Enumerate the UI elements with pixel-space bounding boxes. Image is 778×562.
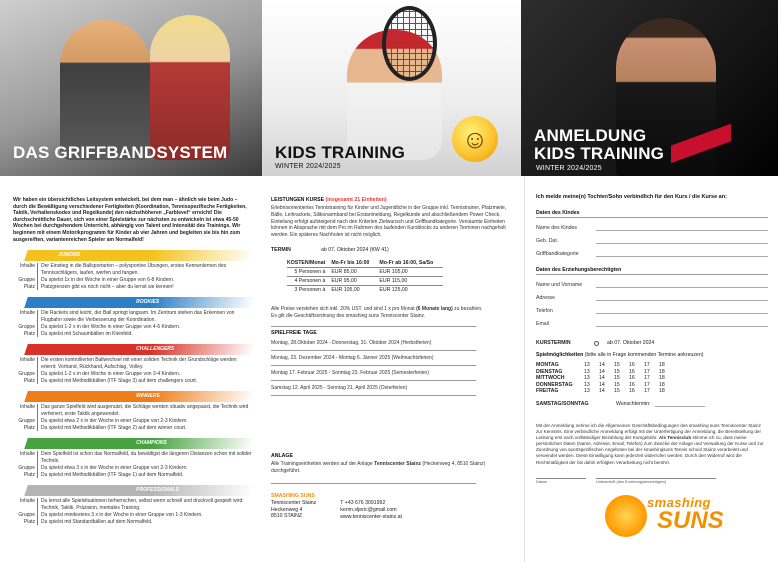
anlage-text-1: Alle Trainingseinheiten werden auf der Anlage	[271, 461, 373, 468]
kind-section-label: Daten des Kindes	[536, 210, 768, 218]
termin-label: TERMIN	[271, 246, 291, 253]
legal-1: Mit der Anmeldung nehme ich die Allgemeinen Geschäftsbedingungen des smashing suns Tenniscenter Stainz zur Kenntnis. Eine verbindliche Anmeldung erfolgt mit der Unterfertigung der Anmeldung, die Bereitstellung der Leistung erst nach vollständiger Bezahlung der Kursgebühr.	[536, 422, 761, 440]
time-slot-option[interactable]: 13	[584, 381, 590, 388]
shocked-emoji-icon: ☺	[452, 116, 498, 162]
subtitle-anmeldung-winter: WINTER 2024/2025	[536, 165, 602, 172]
eltern-field-row	[536, 321, 768, 327]
day-name: FREITAG	[536, 388, 559, 394]
spielfrei-list	[271, 336, 514, 396]
level-band	[24, 344, 256, 355]
anlage-bold: Tenniscenter Stainz	[374, 461, 422, 468]
level-inhalte-value: Du lernst alle Spielsituationen beherrschen, selbst wenn schnell und druckvoll gespielt wird: Technik, Taktik, Präzision, mentales Training.	[37, 498, 252, 512]
sign-date-field[interactable]: Datum	[536, 478, 586, 484]
level-band	[24, 485, 256, 496]
level-name: JUNIORS	[58, 252, 81, 259]
level-inhalte-row	[13, 263, 252, 277]
time-slot-option[interactable]: 17	[644, 368, 650, 375]
time-slot-option[interactable]: 14	[599, 381, 605, 388]
section-leistungen	[271, 197, 514, 203]
footer-website[interactable]: www.tenniscenter-stainz.at	[340, 513, 402, 520]
level-inhalte-row	[13, 404, 252, 418]
intro-text: Wir haben ein übersichtliches Leitsystem entwickelt, bei dem man – ähnlich wie beim Judo – durch die Bewältigung verschiedener Fertigkeiten (Koordination, Tennisspezifische Fertigkeiten, Taktik, Verhaltenskodex und Regelkunde) den nächsthöheren „Farblevel“ erreicht! Die durchschnittliche Dauer, sich von einer Spielstärke zur nächsten zu entwickeln ist etwa 45-50 Wochen bei durchgehendem Unterricht, abhängig von Talent und Intensität des Trainings. Wir beginnen mit einem Motorikprogramm für Kinder ab vier Jahren und begleiten sie bis hin zum ausgereiften, variantenreichen Spieler am Normalfeld!	[13, 197, 247, 243]
level-name: WINNERS	[136, 393, 160, 400]
kind-field-input[interactable]	[596, 251, 768, 257]
level-platz-row	[13, 331, 252, 338]
level-platz-value: Du spielst mit Methodikbällen (ITF Stage 1) auf dem Normalfeld.	[37, 472, 252, 479]
notes-text-3: Es gilt die Geschäftsordnung des smashing suns Tenniscenter Stainz.	[271, 312, 426, 319]
level-platz-value: Platzgrenzen gibt es noch nicht – aber du lernst sie kennen!	[37, 284, 252, 291]
smashing-suns-logo	[605, 490, 745, 542]
level-gruppe-row	[13, 324, 252, 331]
eltern-field-input[interactable]	[596, 295, 768, 301]
level-platz-label: Platz	[23, 518, 35, 525]
footer-address	[271, 493, 316, 520]
price-header: KOSTEN/Monat	[287, 259, 326, 266]
eltern-field-input[interactable]	[596, 321, 768, 327]
photo-boy	[60, 20, 150, 160]
kind-field-input[interactable]	[596, 225, 768, 231]
price-header: Mo-Fr ab 16:00, Sa/So	[379, 259, 434, 266]
kind-fields	[536, 225, 768, 257]
red-stripe-decor	[671, 110, 731, 176]
level-band	[24, 250, 256, 261]
eltern-field-input[interactable]	[596, 282, 768, 288]
level-inhalte-value: Die ersten kontrollierten Ballwechsel mit einer soliden Technik der Grundschläge werden erlernt: Vorhand, Rückhand, Aufschlag, Volley.	[37, 357, 252, 371]
subtitle-winter: WINTER 2024/2025	[275, 163, 341, 170]
level-platz-value: Du spielst mit Schaumbällen im Kleinfeld.	[37, 331, 252, 338]
level-inhalte-label: Inhalte	[19, 357, 35, 364]
eltern-fields	[536, 282, 768, 327]
eltern-field-input[interactable]	[596, 308, 768, 314]
level-winners	[13, 391, 252, 431]
eltern-field-label: Telefon	[536, 308, 553, 314]
time-slot-option[interactable]: 15	[614, 381, 620, 388]
price-row	[287, 276, 443, 285]
level-name: PROFESSIONALS	[136, 487, 179, 494]
legal-2: stimme ich zu, dass meine persönlichen Daten (Name, Adresse, Email, Telefon) zum Zwecke der Anlage und Verwaltung der Kurse und zur Zuordnung von sportspezifischen Angeboten bei der smashingsuns Tennis school Stainz verarbeitet und verwendet werden. Diese Einwilligung kann jederzeit widerrufen werden. Durch den Widerruf wird die Rechtmäßigkeit der bis dahin erfolgten Verarbeitung nicht berührt.	[536, 434, 764, 465]
level-inhalte-value: Das ganze Spielfeld wird ausgenutzt, die Schläge werden situativ angepasst, die Technik wird verfeinert, erste Taktik angewendet.	[37, 404, 252, 418]
weekend-label: SAMSTAG/SONNTAG	[536, 400, 589, 407]
signature-row	[536, 478, 768, 484]
column-kids-training	[262, 176, 524, 562]
time-slot-option[interactable]: 18	[659, 388, 665, 394]
level-platz-row	[13, 284, 252, 291]
column-griffband	[0, 176, 262, 562]
price-table	[287, 260, 443, 294]
kurstermin-value: ab 07. Oktober 2024	[607, 340, 655, 346]
time-slot-option[interactable]: 15	[614, 375, 620, 381]
level-details	[13, 263, 252, 290]
leistungen-label: LEISTUNGEN KURSE	[271, 197, 325, 203]
anlage-label: ANLAGE	[271, 453, 293, 460]
level-inhalte-label: Inhalte	[19, 404, 35, 411]
notes-text: Alle Preise verstehen sich inkl. 20% UST. und sind 1 x pro Monat	[271, 305, 415, 312]
level-platz-label: Platz	[23, 471, 35, 478]
spiel-label-row	[536, 352, 768, 358]
eltern-field-row	[536, 295, 768, 301]
weekend-row	[536, 401, 768, 407]
level-inhalte-value: Der Einstieg in die Ballsportarten – polysportive Übungen, erstes Kennenlernen des Tennisschlägers, laufen, werfen und fangen.	[37, 263, 252, 277]
eltern-field-label: Adresse	[536, 295, 556, 301]
time-slot-option[interactable]: 18	[659, 362, 665, 368]
title-anmeldung: ANMELDUNG	[534, 126, 647, 145]
time-slot-option[interactable]: 16	[629, 375, 635, 381]
level-band	[24, 297, 256, 308]
photo-girl	[150, 15, 230, 160]
spielfrei-item: Samstag 12. April 2025 - Sonntag 21. April 2025 (Osterferien)	[271, 381, 476, 396]
level-name: CHAMPIONS	[136, 440, 167, 447]
footer-addr1: Tenniscenter Stainz	[271, 499, 317, 506]
eltern-field-row	[536, 308, 768, 314]
price-cell: EUR 85,00	[331, 267, 379, 276]
day-name: MONTAG	[536, 362, 559, 368]
time-slot-option[interactable]: 16	[629, 388, 635, 394]
level-details	[13, 357, 252, 384]
kind-field-label: Name des Kindes	[536, 225, 577, 231]
day-row-freitag	[536, 388, 768, 395]
time-slot-option[interactable]: 15	[614, 388, 620, 394]
time-slot-option[interactable]: 18	[659, 368, 665, 375]
level-gruppe-row	[13, 277, 252, 284]
footer-addr3: 8510 STAINZ	[271, 513, 303, 520]
level-inhalte-row	[13, 310, 252, 324]
level-inhalte-label: Inhalte	[19, 451, 35, 458]
legal-text	[536, 423, 768, 466]
price-cell: EUR 95,00	[331, 276, 379, 285]
kind-field-input[interactable]	[596, 238, 768, 244]
level-gruppe-row	[13, 512, 252, 519]
level-platz-label: Platz	[23, 424, 35, 431]
eltern-field-label: Email	[536, 321, 549, 327]
time-slot-option[interactable]: 13	[584, 388, 590, 394]
level-platz-label: Platz	[23, 330, 35, 337]
time-slot-option[interactable]: 16	[629, 381, 635, 388]
level-gruppe-label: Gruppe	[18, 370, 35, 377]
level-inhalte-label: Inhalte	[19, 498, 35, 505]
level-platz-row	[13, 425, 252, 432]
level-platz-value: Du spielst mit Standardbällen auf dem Normalfeld.	[37, 519, 252, 526]
wunschtermin-input[interactable]	[655, 401, 705, 407]
eltern-field-row	[536, 282, 768, 288]
level-details	[13, 451, 252, 478]
day-name: DIENSTAG	[536, 368, 563, 375]
level-gruppe-label: Gruppe	[18, 464, 35, 471]
title-anmeldung-kids: KIDS TRAINING	[534, 144, 665, 163]
time-slot-option[interactable]: 17	[644, 381, 650, 388]
kind-field-row	[536, 251, 768, 257]
time-slot-option[interactable]: 13	[584, 362, 590, 368]
price-header: Mo-Fr bis 16:00	[331, 259, 370, 266]
footer-contact	[340, 493, 402, 520]
kurstermin-label: KURSTERMIN	[536, 340, 571, 346]
time-slot-option[interactable]: 15	[614, 362, 620, 368]
title-kids-training: KIDS TRAINING	[275, 143, 406, 162]
time-slot-option[interactable]: 16	[629, 362, 635, 368]
level-inhalte-value: Dein Spielfeld ist schon das Normalfeld, du bewältigst die längeren Distanzen schon mit solider Technik.	[37, 451, 252, 465]
price-cell: 3 Personen à	[287, 285, 331, 294]
level-name: CHALLENGERS	[136, 346, 175, 353]
time-slot-option[interactable]: 14	[599, 368, 605, 375]
kind-field-label: Griffbandkategorie	[536, 251, 579, 257]
price-row	[287, 267, 443, 276]
time-slot-option[interactable]: 15	[614, 368, 620, 375]
level-rookies	[13, 297, 252, 337]
price-header-row	[287, 260, 443, 268]
day-name: MITTWOCH	[536, 375, 565, 381]
kind-field-row	[536, 238, 768, 244]
level-gruppe-value: Du spielst 1x in der Woche in einer Gruppe von 6-8 Kindern.	[37, 277, 252, 284]
level-details	[13, 404, 252, 431]
level-gruppe-value: Du spielst etwa 3 x in der Woche in einer Gruppe von 2-3 Kindern.	[37, 465, 252, 472]
time-slot-option[interactable]: 16	[629, 368, 635, 375]
level-platz-row	[13, 378, 252, 385]
time-slot-option[interactable]: 13	[584, 375, 590, 381]
time-slot-option[interactable]: 18	[659, 381, 665, 388]
level-gruppe-value: Du spielst etwa 2 x in der Woche in einer Gruppe von 2-3 Kindern.	[37, 418, 252, 425]
price-body	[287, 267, 443, 294]
time-slot-option[interactable]: 14	[599, 388, 605, 394]
level-inhalte-row	[13, 451, 252, 465]
kurstermin-row	[536, 340, 768, 346]
level-band	[24, 391, 256, 402]
sign-signature-field[interactable]: Unterschrift (des Erziehungsberechtigten)	[596, 478, 716, 484]
leistungen-text: Erlebnisorientiertes Tennistraining für Kinder und Jugendliche in der Gruppe inkl. Tennistrainer, Platzmiete, Bälle, Leihrackets, Silikonarmband bei Erstanmeldung, Regelkunde und abschließendem Power Check. Einteilung erfolgt aufsteigend nach den Kriterien Zielwunsch und Griffbandkategorie. Versäumte Einheiten können in Absprache mit dem Pro im Rahmen des laufenden Kursblocks zu anderen Terminen nachgeholt werden. Ein späteres Nachholen ist nicht möglich.	[271, 205, 507, 238]
logo-word-2: SUNS	[657, 507, 724, 534]
level-platz-row	[13, 472, 252, 479]
price-cell: EUR 105,00	[331, 285, 379, 294]
sun-icon	[605, 495, 647, 537]
level-details	[13, 310, 252, 337]
level-list	[13, 250, 252, 525]
notes-text-2: zu bezahlen.	[454, 305, 483, 312]
level-inhalte-label: Inhalte	[19, 310, 35, 317]
level-inhalte-row	[13, 498, 252, 512]
level-band	[24, 438, 256, 449]
level-gruppe-row	[13, 418, 252, 425]
level-gruppe-value: Du spielst 1-2 x in der Woche in einer Gruppe von 3-4 Kindern.	[37, 371, 252, 378]
level-professionals	[13, 485, 252, 525]
wunschtermin-label: Wunschtermin:	[616, 400, 651, 407]
legal-bold: Als Tennisclub	[658, 434, 692, 440]
footer-phone[interactable]: T +43 676 3091992	[340, 500, 386, 506]
price-cell: 5 Personen à	[287, 267, 331, 276]
leistungen-highlight: (insgesamt 21 Einheiten)	[325, 197, 387, 203]
spielfrei-item: Montag 17. Februar 2025 - Sonntag 23. Februar 2025 (Semesterferien)	[271, 366, 476, 381]
form-heading: Ich melde meine(n) Tochter/Sohn verbindlich für den Kurs / die Kurse an:	[536, 194, 727, 200]
level-name: ROOKIES	[136, 299, 160, 306]
spielfrei-item: Montag, 28.Oktober 2024 - Donnerstag, 31. Oktober 2024 (Herbstferien)	[271, 336, 476, 351]
day-name: DONNERSTAG	[536, 381, 573, 388]
contact-footer	[271, 493, 402, 520]
kind-field-row	[536, 225, 768, 231]
tennis-racket-icon	[382, 6, 437, 81]
price-cell: EUR 105,00	[379, 267, 443, 276]
price-cell: 4 Personen à	[287, 276, 331, 285]
level-gruppe-value: Du spielst mindestens 3 x in der Woche in einer Gruppe von 1-3 Kindern.	[37, 512, 252, 519]
termin-row	[271, 247, 514, 253]
footer-addr2: Heckenweg 4	[271, 506, 303, 513]
level-gruppe-row	[13, 465, 252, 472]
notes-bold: (6 Monate lang)	[416, 305, 453, 312]
spiel-note: (bitte alle in Frage kommenden Termine ankreuzen)	[584, 352, 704, 358]
spielfrei-item: Montag, 23. Dezember 2024 - Montag 6. Jänner 2025 (Weihnachtsferien)	[271, 351, 476, 366]
time-slot-option[interactable]: 14	[599, 362, 605, 368]
level-inhalte-label: Inhalte	[19, 263, 35, 270]
time-slot-option[interactable]: 14	[599, 375, 605, 381]
kurstermin-radio[interactable]	[594, 341, 599, 346]
level-gruppe-row	[13, 371, 252, 378]
time-slot-option[interactable]: 17	[644, 375, 650, 381]
level-inhalte-value: Die Rackets sind leicht, der Ball springt langsam. Im Zentrum stehen das Erkennen von Flugbahn sowie die Verbesserung der Koordination.	[37, 310, 252, 324]
level-gruppe-value: Du spielst 1-2 x in der Woche in einer Gruppe von 4-6 Kindern.	[37, 324, 252, 331]
level-platz-value: Du spielst mit Methodikbällen (ITF Stage 2) auf dem winner court.	[37, 425, 252, 432]
price-notes	[271, 306, 514, 320]
anlage-text	[271, 461, 514, 475]
time-slot-option[interactable]: 17	[644, 388, 650, 394]
logo-word-1: smashing	[647, 495, 711, 510]
price-cell: EUR 115,00	[379, 276, 443, 285]
divider	[271, 326, 476, 327]
day-times	[584, 388, 674, 395]
termin-value: ab 07. Oktober 2024 (KW 41)	[321, 246, 389, 253]
level-gruppe-label: Gruppe	[18, 323, 35, 330]
day-time-grid	[536, 362, 768, 395]
eltern-field-label: Name und Vorname	[536, 282, 583, 288]
level-challengers	[13, 344, 252, 384]
level-juniors	[13, 250, 252, 290]
level-details	[13, 498, 252, 525]
level-inhalte-row	[13, 357, 252, 371]
spielfrei-label: SPIELFREIE TAGE	[271, 330, 317, 337]
time-slot-option[interactable]: 17	[644, 362, 650, 368]
footer-email[interactable]: kerim.sljeric@gmail.com	[340, 506, 397, 513]
level-gruppe-label: Gruppe	[18, 417, 35, 424]
level-platz-label: Platz	[23, 283, 35, 290]
level-platz-row	[13, 519, 252, 526]
time-slot-option[interactable]: 18	[659, 375, 665, 381]
level-champions	[13, 438, 252, 478]
title-griffbandsystem: DAS GRIFFBANDSYSTEM	[13, 143, 228, 162]
level-platz-label: Platz	[23, 377, 35, 384]
kind-field-label: Geb. Dat.	[536, 238, 559, 244]
level-platz-value: Du spielst mit Methodikbällen (ITF Stage 3) auf dem challengers court.	[37, 378, 252, 385]
level-gruppe-label: Gruppe	[18, 511, 35, 518]
time-slot-option[interactable]: 13	[584, 368, 590, 375]
price-cell: EUR 125,00	[379, 285, 443, 294]
eltern-section-label: Daten des Erziehungsberechtigten	[536, 267, 768, 275]
anlage-text-2: (Heckenweg 4, 8510 Stainz) durchgeführt.	[271, 461, 486, 474]
footer-brand: SMASHING SUNS	[271, 493, 315, 499]
level-gruppe-label: Gruppe	[18, 276, 35, 283]
spiel-label: Spielmöglichkeiten	[536, 352, 584, 358]
divider-2	[271, 483, 476, 484]
price-row	[287, 285, 443, 294]
